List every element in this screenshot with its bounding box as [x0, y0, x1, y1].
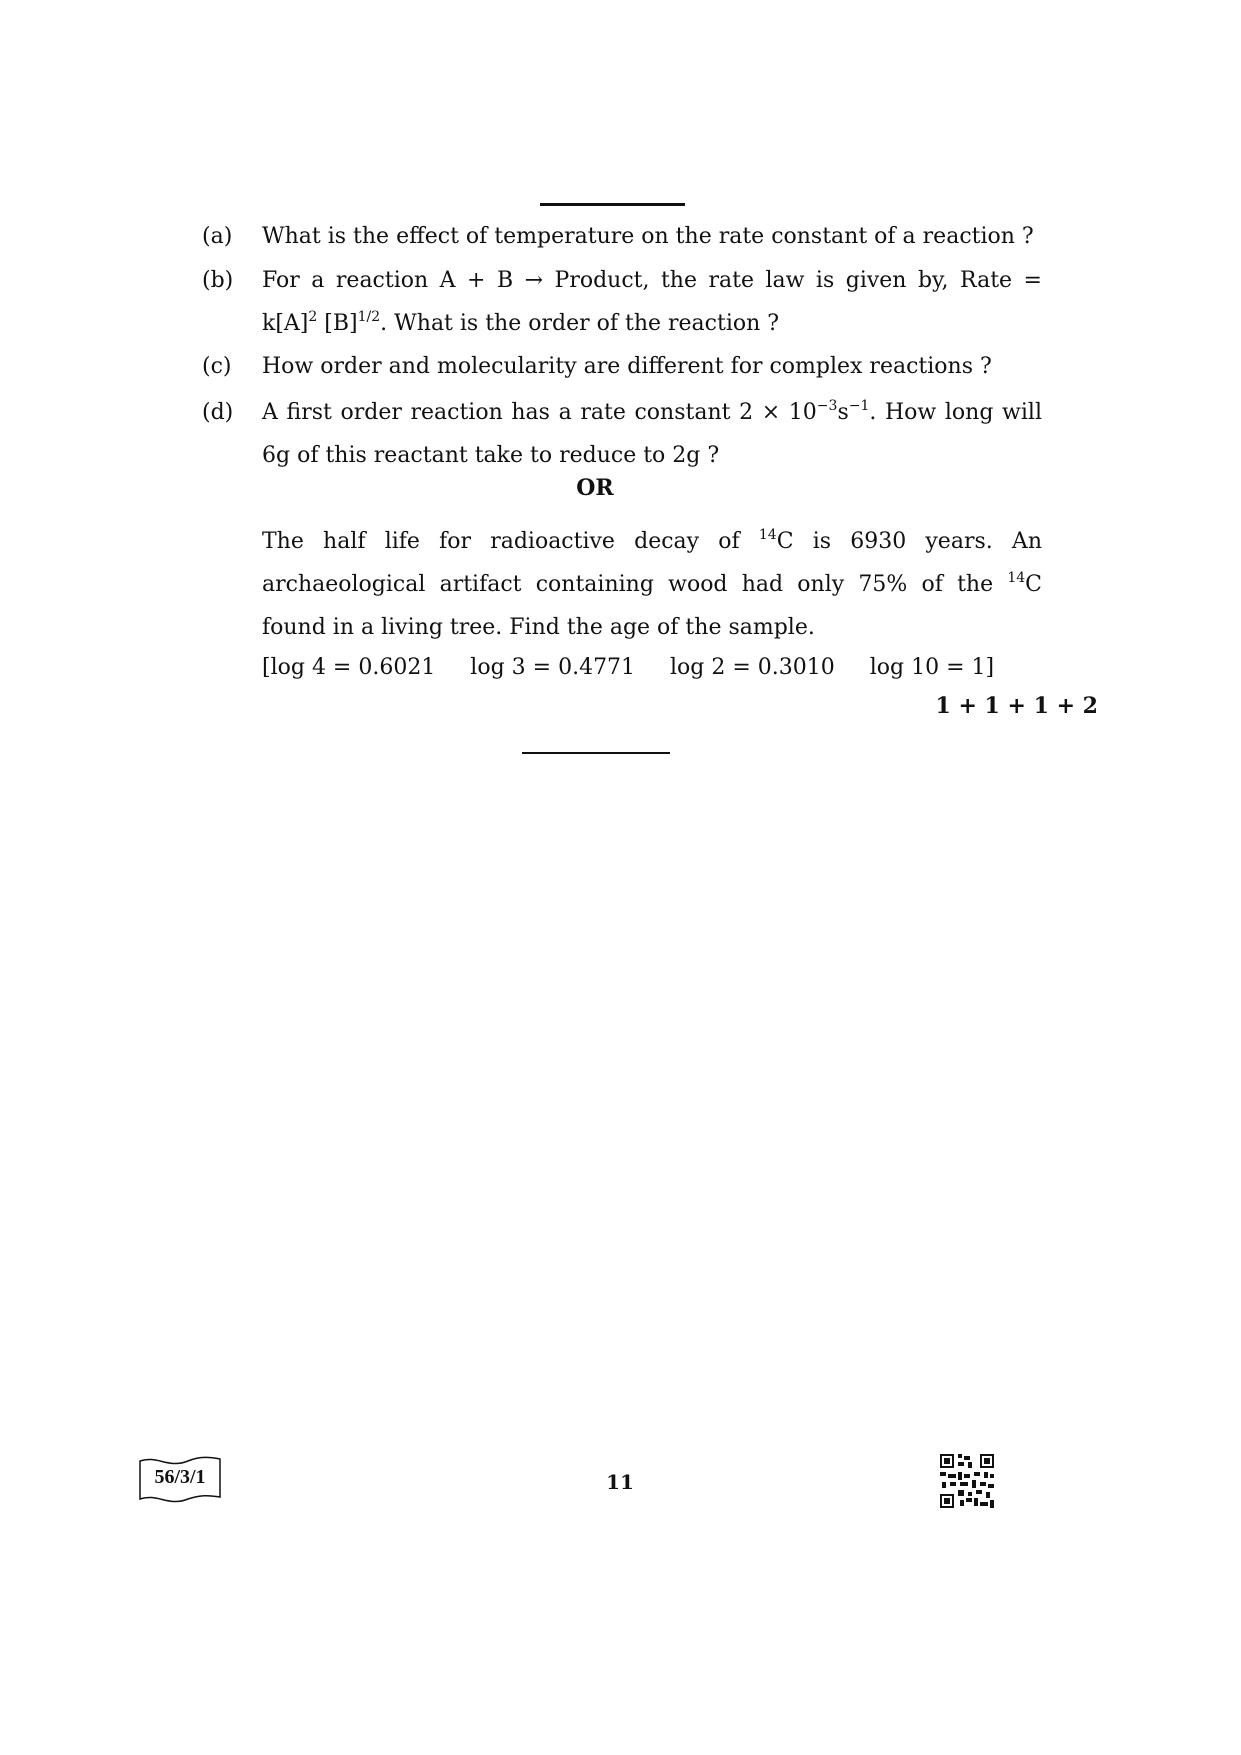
log-values: [log 4 = 0.6021 log 3 = 0.4771 log 2 = 0.3010 log 10 = 1] [262, 655, 995, 680]
question-text: What is the effect of temperature on the rate constant of a reaction ? [262, 224, 1034, 249]
question-label: (b) [202, 268, 234, 293]
question-d [202, 391, 1042, 477]
qr-code-icon [940, 1454, 994, 1508]
marks-allocation: 1 + 1 + 1 + 2 [935, 693, 1098, 719]
question-text-line1: For a reaction A + B → Product, the rate law is given by, Rate = [262, 268, 1042, 293]
question-b [202, 259, 1042, 345]
question-a [202, 215, 1042, 258]
question-text: How order and molecularity are different for complex reactions ? [262, 354, 992, 379]
or-separator: OR [576, 475, 614, 501]
alt-line1: The half life for radioactive decay of $^{14}$C is 6930 years. An [262, 527, 1042, 554]
question-label: (c) [202, 354, 232, 379]
question-text-line1: A first order reaction has a rate constant $2 \times 10^{-3}s^{-1}$. How long will [262, 398, 1043, 425]
alt-line2: archaeological artifact containing wood had only 75% of the $^{14}$C [262, 570, 1042, 597]
paper-code: 56/3/1 [154, 1466, 206, 1488]
top-divider [540, 203, 685, 206]
paper-code-badge [138, 1455, 222, 1503]
question-text-line2: $k[A]^2$ $[B]^{1/2}$. What is the order of the reaction ? [262, 309, 780, 336]
page-number: 11 [606, 1470, 634, 1494]
question-label: (a) [202, 224, 233, 249]
question-c [202, 345, 1042, 388]
question-label: (d) [202, 400, 234, 425]
bottom-divider [522, 752, 670, 754]
question-text-line2: 6g of this reactant take to reduce to 2g ? [262, 443, 720, 468]
alternative-question [262, 520, 1042, 649]
alt-line3: found in a living tree. Find the age of the sample. [262, 615, 815, 640]
